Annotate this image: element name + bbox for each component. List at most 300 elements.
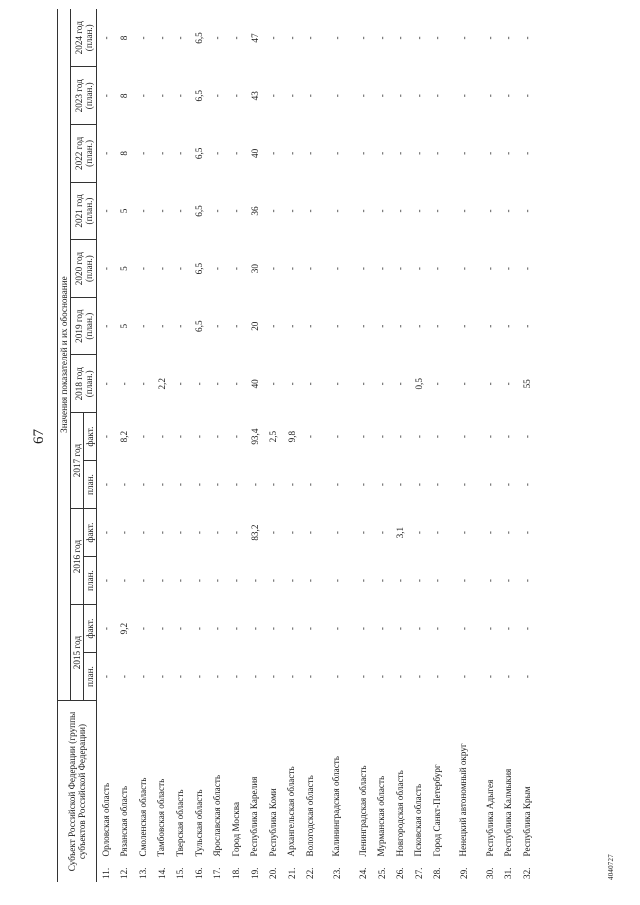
value-cell: -	[413, 324, 424, 328]
value-cell: -	[503, 382, 514, 386]
rotated-table-container	[57, 9, 565, 882]
value-cell: -	[101, 151, 112, 155]
value-cell: -	[212, 579, 223, 583]
value-cell: -	[101, 36, 112, 40]
value-cell: -	[156, 209, 167, 213]
row-number: 17.	[212, 867, 223, 879]
row-number: 13.	[137, 867, 148, 879]
table-row	[391, 9, 410, 882]
value-cell: -	[432, 267, 443, 271]
value-cell: 6,5	[193, 205, 204, 217]
value-cell: -	[432, 483, 443, 487]
value-cell: -	[230, 36, 241, 40]
value-cell: -	[230, 324, 241, 328]
value-cell: -	[305, 435, 316, 439]
value-cell: -	[503, 483, 514, 487]
value-cell: 8,2	[119, 430, 130, 443]
value-cell: -	[413, 151, 424, 155]
values-group-header: Значения показателей и их обоснование	[58, 9, 71, 701]
value-cell: -	[137, 36, 148, 40]
value-cell: -	[175, 151, 186, 155]
document-code: 4040727	[607, 854, 615, 880]
value-cell: -	[101, 324, 112, 328]
value-cell: 5	[119, 208, 130, 214]
value-cell: -	[522, 531, 533, 535]
value-cell: -	[432, 579, 443, 583]
value-cell: -	[331, 675, 342, 679]
year-header-2017: 2017 год	[71, 413, 84, 509]
subject-name: Ярославская область	[212, 774, 223, 857]
value-cell: -	[331, 151, 342, 155]
value-cell: -	[522, 324, 533, 328]
value-cell: -	[286, 531, 297, 535]
plan-year-header-2018: 2018 год (план.)	[71, 355, 97, 413]
value-cell: -	[522, 209, 533, 213]
value-cell: -	[156, 531, 167, 535]
value-cell: -	[175, 382, 186, 386]
value-cell: -	[413, 94, 424, 98]
value-cell: 0,5	[413, 378, 424, 390]
value-cell: -	[395, 151, 406, 155]
plan-year-header-2023: 2023 год (план.)	[71, 67, 97, 125]
value-cell: -	[305, 675, 316, 679]
value-cell: -	[156, 94, 167, 98]
value-cell: -	[212, 151, 223, 155]
value-cell: -	[119, 382, 130, 386]
value-cell: -	[212, 531, 223, 535]
value-cell: -	[357, 382, 368, 386]
value-cell: -	[432, 94, 443, 98]
value-cell: 20	[249, 321, 260, 331]
value-cell: -	[395, 579, 406, 583]
value-cell: -	[305, 209, 316, 213]
value-cell: -	[522, 675, 533, 679]
value-cell: 93,4	[249, 428, 260, 445]
value-cell: 55	[522, 379, 533, 389]
value-cell: -	[357, 675, 368, 679]
value-cell: -	[458, 151, 469, 155]
value-cell: 6,5	[193, 262, 204, 275]
value-cell: -	[268, 531, 279, 535]
value-cell: -	[432, 435, 443, 439]
subject-name: Псковская область	[413, 783, 424, 857]
value-cell: 83,2	[249, 524, 260, 541]
value-cell: -	[286, 267, 297, 271]
value-cell: -	[268, 483, 279, 487]
plan-year-header-2020: 2020 год (план.)	[71, 240, 97, 298]
plan-year-header-2024: 2024 год (план.)	[71, 9, 97, 67]
value-cell: -	[286, 151, 297, 155]
fact-subheader: факт.	[84, 413, 97, 461]
value-cell: -	[212, 267, 223, 271]
value-cell: -	[286, 579, 297, 583]
value-cell: -	[268, 579, 279, 583]
subject-name: Тамбовская область	[156, 778, 167, 857]
value-cell: -	[212, 627, 223, 631]
value-cell: 47	[249, 33, 260, 43]
value-cell: -	[484, 579, 495, 583]
value-cell: -	[286, 94, 297, 98]
subject-name: Тверская область	[174, 789, 185, 857]
row-number: 29.	[458, 867, 469, 879]
value-cell: -	[458, 36, 469, 40]
value-cell: -	[230, 483, 241, 487]
value-cell: -	[101, 94, 112, 98]
table-row	[409, 9, 428, 882]
subject-name: Тульская область	[193, 789, 204, 857]
value-cell: -	[230, 675, 241, 679]
value-cell: -	[503, 531, 514, 535]
value-cell: -	[395, 627, 406, 631]
value-cell: -	[193, 675, 204, 679]
value-cell: -	[395, 94, 406, 98]
value-cell: -	[458, 267, 469, 271]
value-cell: -	[137, 483, 148, 487]
year-header-2016: 2016 год	[71, 509, 84, 605]
value-cell: -	[484, 675, 495, 679]
value-cell: -	[101, 483, 112, 487]
table-row	[227, 9, 246, 882]
value-cell: -	[230, 435, 241, 439]
value-cell: -	[305, 151, 316, 155]
value-cell: -	[395, 483, 406, 487]
value-cell: -	[230, 151, 241, 155]
row-number: 18.	[230, 867, 241, 879]
value-cell: -	[137, 675, 148, 679]
value-cell: -	[484, 209, 495, 213]
row-number: 20.	[268, 867, 279, 879]
value-cell: -	[268, 627, 279, 631]
table-row	[282, 9, 301, 882]
subject-name: Республика Коми	[267, 788, 278, 857]
value-cell: -	[268, 382, 279, 386]
value-cell: -	[395, 675, 406, 679]
value-cell: -	[175, 324, 186, 328]
value-cell: -	[484, 435, 495, 439]
value-cell: -	[175, 209, 186, 213]
value-cell: -	[286, 209, 297, 213]
value-cell: -	[458, 579, 469, 583]
subject-name: Город Москва	[230, 801, 241, 857]
value-cell: -	[230, 382, 241, 386]
value-cell: -	[305, 324, 316, 328]
table-row	[301, 9, 320, 882]
value-cell: -	[305, 627, 316, 631]
value-cell: -	[357, 267, 368, 271]
value-cell: 8	[119, 93, 130, 99]
value-cell: -	[484, 267, 495, 271]
value-cell: -	[101, 209, 112, 213]
table-row	[372, 9, 391, 882]
value-cell: -	[137, 627, 148, 631]
value-cell: -	[395, 209, 406, 213]
value-cell: -	[458, 675, 469, 679]
value-cell: -	[484, 324, 495, 328]
value-cell: -	[156, 324, 167, 328]
value-cell: -	[175, 579, 186, 583]
value-cell: -	[156, 483, 167, 487]
value-cell: -	[175, 531, 186, 535]
value-cell: -	[522, 151, 533, 155]
value-cell: -	[503, 209, 514, 213]
value-cell: -	[357, 531, 368, 535]
value-cell: -	[503, 267, 514, 271]
value-cell: -	[101, 627, 112, 631]
table-row	[245, 9, 264, 882]
value-cell: -	[331, 382, 342, 386]
fact-subheader: факт.	[84, 509, 97, 557]
value-cell: -	[484, 382, 495, 386]
value-cell: -	[193, 579, 204, 583]
value-cell: -	[432, 209, 443, 213]
value-cell: -	[156, 579, 167, 583]
value-cell: -	[376, 324, 387, 328]
value-cell: -	[357, 579, 368, 583]
plan-year-header-2019: 2019 год (план.)	[71, 297, 97, 355]
value-cell: -	[522, 94, 533, 98]
table-row	[189, 9, 208, 882]
row-number: 16.	[193, 867, 204, 879]
value-cell: -	[156, 435, 167, 439]
value-cell: -	[212, 324, 223, 328]
subject-name: Новгородская область	[394, 770, 405, 857]
value-cell: -	[305, 531, 316, 535]
row-number: 24.	[357, 867, 368, 879]
value-cell: -	[175, 627, 186, 631]
value-cell: -	[376, 627, 387, 631]
value-cell: -	[522, 435, 533, 439]
table-row	[499, 9, 518, 882]
value-cell: -	[175, 675, 186, 679]
value-cell: -	[484, 94, 495, 98]
value-cell: -	[268, 675, 279, 679]
value-cell: -	[175, 483, 186, 487]
value-cell: -	[175, 94, 186, 98]
table-row	[428, 9, 447, 882]
value-cell: -	[432, 36, 443, 40]
table-row	[115, 9, 134, 882]
row-number: 25.	[376, 867, 387, 879]
value-cell: -	[156, 151, 167, 155]
value-cell: 30	[249, 264, 260, 274]
value-cell: -	[357, 324, 368, 328]
subject-name: Город Санкт-Петербург	[432, 764, 443, 857]
value-cell: -	[268, 267, 279, 271]
value-cell: 6,5	[193, 90, 204, 102]
subject-name: Орловская область	[100, 782, 111, 857]
value-cell: -	[119, 483, 130, 487]
subject-name: Вологодская область	[305, 775, 316, 857]
subject-name: Ленинградская область	[357, 765, 368, 857]
value-cell: -	[503, 675, 514, 679]
value-cell: -	[432, 151, 443, 155]
row-number: 27.	[413, 867, 424, 879]
value-cell: -	[230, 94, 241, 98]
table-row	[264, 9, 283, 882]
table-row	[354, 9, 373, 882]
value-cell: -	[432, 531, 443, 535]
row-number: 12.	[119, 867, 130, 879]
subject-name: Рязанская область	[119, 785, 130, 857]
value-cell: -	[230, 579, 241, 583]
value-cell: 5	[119, 323, 130, 329]
value-cell: -	[175, 435, 186, 439]
value-cell: -	[101, 675, 112, 679]
value-cell: -	[268, 324, 279, 328]
row-number: 21.	[286, 867, 297, 879]
value-cell: -	[156, 267, 167, 271]
value-cell: -	[101, 267, 112, 271]
value-cell: 8	[119, 151, 130, 156]
value-cell: -	[503, 579, 514, 583]
value-cell: -	[230, 209, 241, 213]
value-cell: -	[137, 531, 148, 535]
value-cell: -	[357, 151, 368, 155]
value-cell: -	[331, 483, 342, 487]
value-cell: -	[522, 627, 533, 631]
subject-name: Республика Крым	[521, 786, 532, 857]
year-header-2015: 2015 год	[71, 605, 84, 701]
plan-subheader: план.	[84, 557, 97, 605]
value-cell: -	[331, 267, 342, 271]
value-cell: -	[413, 267, 424, 271]
row-number: 26.	[395, 867, 406, 879]
value-cell: -	[268, 151, 279, 155]
value-cell: -	[484, 531, 495, 535]
value-cell: -	[395, 324, 406, 328]
row-number: 15.	[175, 867, 186, 879]
value-cell: -	[376, 209, 387, 213]
value-cell: -	[305, 36, 316, 40]
row-number: 14.	[156, 867, 167, 879]
value-cell: -	[376, 36, 387, 40]
value-cell: 9,8	[286, 430, 297, 443]
value-cell: 2,2	[156, 378, 167, 390]
value-cell: -	[119, 675, 130, 679]
row-number: 30.	[484, 867, 495, 879]
value-cell: -	[137, 94, 148, 98]
value-cell: -	[413, 209, 424, 213]
value-cell: -	[137, 151, 148, 155]
value-cell: 36	[249, 206, 260, 216]
value-cell: -	[376, 94, 387, 98]
value-cell: -	[413, 579, 424, 583]
table-row	[481, 9, 500, 882]
value-cell: -	[395, 382, 406, 386]
value-cell: -	[503, 94, 514, 98]
row-number: 28.	[432, 867, 443, 879]
table-row	[518, 9, 537, 882]
value-cell: -	[137, 324, 148, 328]
value-cell: -	[193, 531, 204, 535]
value-cell: -	[522, 267, 533, 271]
row-number: 11.	[101, 867, 112, 879]
value-cell: 6,5	[193, 32, 204, 44]
table-row	[134, 9, 153, 882]
value-cell: 3,1	[395, 526, 406, 539]
value-cell: 9,2	[119, 622, 130, 635]
value-cell: -	[413, 483, 424, 487]
subject-name: Республика Карелия	[249, 776, 260, 857]
subject-name: Ненецкий автономный округ	[458, 743, 469, 857]
value-cell: -	[268, 209, 279, 213]
value-cell: -	[503, 435, 514, 439]
value-cell: -	[305, 579, 316, 583]
subject-name: Мурманская область	[376, 775, 387, 857]
value-cell: -	[331, 36, 342, 40]
indicators-table	[57, 9, 536, 882]
value-cell: -	[212, 36, 223, 40]
value-cell: -	[137, 435, 148, 439]
value-cell: -	[101, 531, 112, 535]
value-cell: -	[376, 531, 387, 535]
value-cell: -	[286, 36, 297, 40]
value-cell: -	[503, 324, 514, 328]
value-cell: -	[376, 151, 387, 155]
value-cell: -	[376, 267, 387, 271]
value-cell: -	[376, 435, 387, 439]
value-cell: -	[376, 483, 387, 487]
value-cell: -	[212, 382, 223, 386]
value-cell: -	[357, 627, 368, 631]
plan-year-header-2021: 2021 год (план.)	[71, 182, 97, 240]
value-cell: 43	[249, 91, 260, 101]
value-cell: -	[376, 579, 387, 583]
value-cell: -	[357, 36, 368, 40]
value-cell: -	[305, 382, 316, 386]
value-cell: -	[413, 435, 424, 439]
table-row	[152, 9, 171, 882]
value-cell: -	[230, 531, 241, 535]
value-cell: -	[522, 36, 533, 40]
value-cell: -	[357, 483, 368, 487]
value-cell: -	[395, 267, 406, 271]
row-number: 32.	[522, 867, 533, 879]
value-cell: -	[376, 675, 387, 679]
value-cell: -	[331, 209, 342, 213]
value-cell: -	[156, 36, 167, 40]
value-cell: -	[119, 531, 130, 535]
value-cell: -	[212, 94, 223, 98]
page-number: 67	[31, 429, 47, 444]
value-cell: -	[458, 435, 469, 439]
value-cell: -	[432, 675, 443, 679]
value-cell: -	[193, 435, 204, 439]
subject-name: Республика Калмыкия	[503, 768, 514, 857]
subject-name: Смоленская область	[137, 777, 148, 857]
value-cell: -	[268, 94, 279, 98]
value-cell: -	[137, 382, 148, 386]
plan-year-header-2022: 2022 год (план.)	[71, 125, 97, 183]
value-cell: -	[458, 209, 469, 213]
value-cell: -	[331, 94, 342, 98]
value-cell: -	[286, 382, 297, 386]
value-cell: -	[484, 483, 495, 487]
value-cell: -	[458, 483, 469, 487]
value-cell: 40	[249, 379, 260, 389]
row-number: 19.	[249, 867, 260, 879]
value-cell: 5	[119, 266, 130, 271]
value-cell: -	[357, 209, 368, 213]
value-cell: -	[413, 627, 424, 631]
value-cell: -	[193, 382, 204, 386]
table-row	[171, 9, 190, 882]
value-cell: -	[156, 627, 167, 631]
value-cell: -	[458, 627, 469, 631]
value-cell: -	[137, 579, 148, 583]
value-cell: -	[458, 382, 469, 386]
value-cell: -	[212, 209, 223, 213]
